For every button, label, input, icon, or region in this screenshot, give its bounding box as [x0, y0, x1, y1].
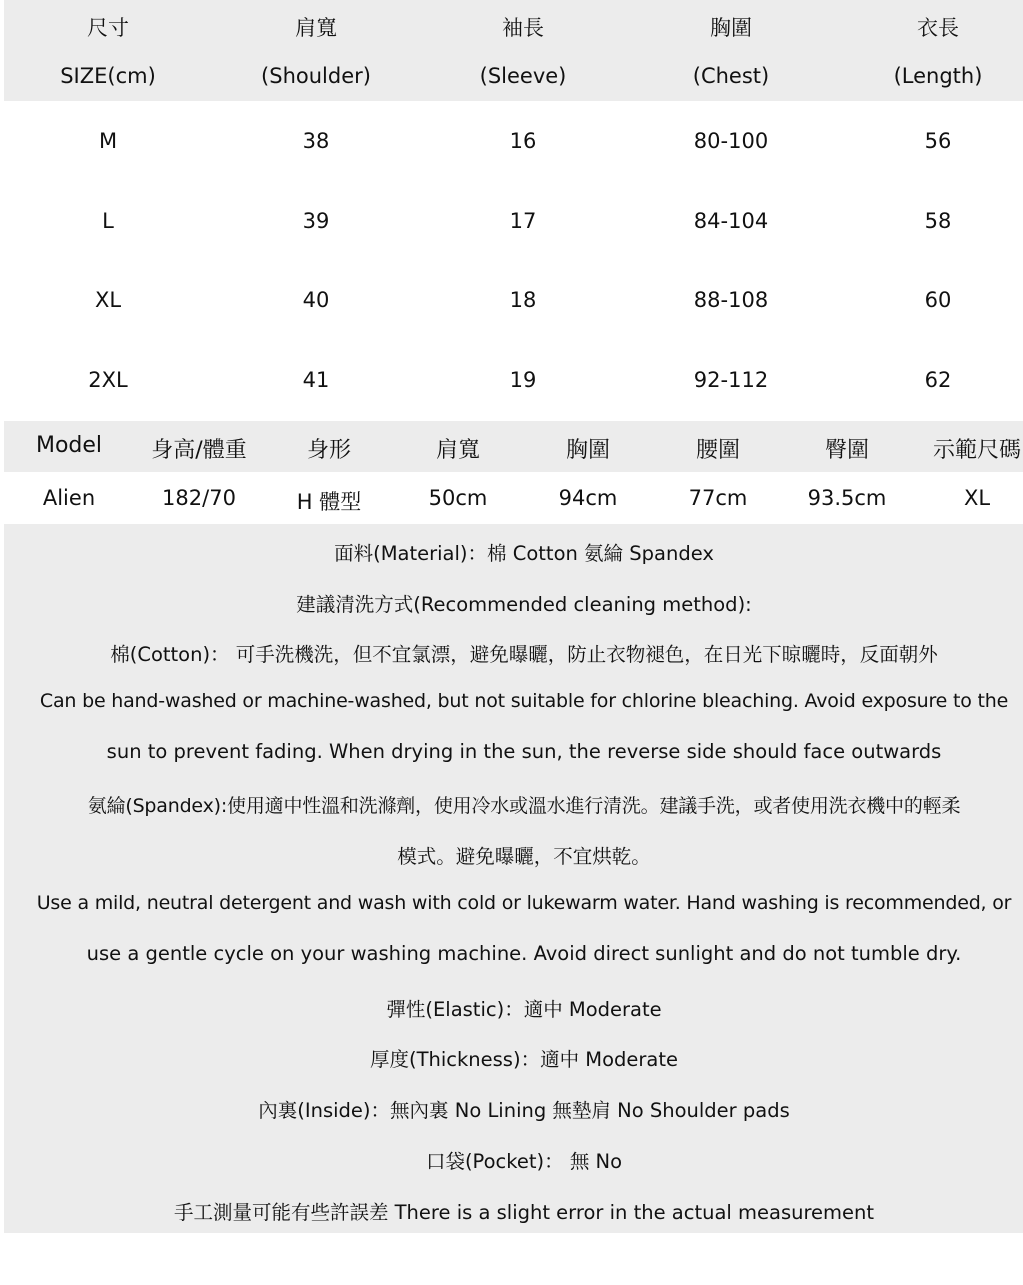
- model-value-name: Alien: [42, 486, 96, 510]
- model-value-height-weight: 182/70: [162, 486, 236, 510]
- spandex-care-en-line1: Use a mild, neutral detergent and wash with cold or lukewarm water. Hand washing is recommended, or: [36, 892, 1012, 914]
- cell-length: 56: [924, 129, 952, 153]
- header-shoulder-en: (Shoulder): [261, 64, 371, 88]
- cell-sleeve: 16: [509, 129, 537, 153]
- spandex-care-zh-line1: 氨綸(Spandex):使用適中性溫和洗滌劑，使用冷水或溫水進行清洗。建議手洗，或者使用洗衣機中的輕柔: [87, 795, 961, 817]
- header-length-en: (Length): [893, 64, 983, 88]
- cell-shoulder: 40: [302, 288, 330, 312]
- cell-size: 2XL: [88, 368, 128, 392]
- header-length-zh: 衣長: [917, 16, 959, 40]
- pocket-line: 口袋(Pocket)： 無 No: [425, 1150, 623, 1173]
- model-header-waist: 腰圍: [695, 438, 740, 463]
- model-value-shoulder: 50cm: [428, 486, 488, 510]
- header-sleeve-en: (Sleeve): [479, 64, 567, 88]
- model-value-waist: 77cm: [688, 486, 748, 510]
- cell-chest: 92-112: [693, 368, 769, 392]
- spandex-care-en-line2: use a gentle cycle on your washing machine. Avoid direct sunlight and do not tumble dry.: [86, 942, 962, 965]
- cotton-care-en-line1: Can be hand-washed or machine-washed, but not suitable for chlorine bleaching. Avoid exposure to the: [39, 690, 1009, 712]
- cell-shoulder: 39: [302, 209, 330, 233]
- header-size-en: SIZE(cm): [60, 64, 156, 88]
- cell-length: 60: [924, 288, 952, 312]
- model-header-shoulder: 肩寬: [435, 438, 480, 463]
- elastic-line: 彈性(Elastic)：適中 Moderate: [386, 998, 662, 1021]
- model-value-chest: 94cm: [558, 486, 618, 510]
- spandex-care-zh-line2: 模式。避免曝曬，不宜烘乾。: [397, 845, 651, 868]
- cell-shoulder: 38: [302, 129, 330, 153]
- model-header-size-worn: 示範尺碼: [932, 438, 1021, 463]
- measurement-disclaimer: 手工測量可能有些許誤差 There is a slight error in the actual measurement: [173, 1201, 875, 1224]
- cell-length: 58: [924, 209, 952, 233]
- model-header-body-type: 身形: [306, 438, 351, 463]
- cleaning-heading: 建議清洗方式(Recommended cleaning method):: [296, 593, 752, 616]
- cell-size: L: [102, 209, 114, 233]
- cotton-care-en-line2: sun to prevent fading. When drying in the sun, the reverse side should face outwards: [106, 740, 942, 763]
- header-shoulder-zh: 肩寬: [295, 16, 337, 40]
- cell-sleeve: 19: [509, 368, 537, 392]
- cell-sleeve: 18: [509, 288, 537, 312]
- cell-chest: 80-100: [693, 129, 769, 153]
- material-line: 面料(Material)：棉 Cotton 氨綸 Spandex: [334, 542, 714, 565]
- model-value-hip: 93.5cm: [807, 486, 887, 510]
- cell-chest: 88-108: [693, 288, 769, 312]
- header-chest-en: (Chest): [692, 64, 770, 88]
- header-chest-zh: 胸圍: [710, 16, 752, 40]
- thickness-line: 厚度(Thickness)：適中 Moderate: [369, 1048, 679, 1071]
- model-value-body-type: H 體型: [296, 490, 362, 514]
- cell-size: M: [98, 129, 118, 153]
- inside-line: 內裏(Inside)：無內裏 No Lining 無墊肩 No Shoulder pads: [258, 1099, 790, 1122]
- model-header-hip: 臀圍: [824, 438, 869, 463]
- care-notes: [4, 524, 1023, 1233]
- cell-length: 62: [924, 368, 952, 392]
- model-value-size-worn: XL: [963, 486, 991, 510]
- model-header-chest: 胸圍: [565, 438, 610, 463]
- cell-size: XL: [94, 288, 122, 312]
- model-header-model: Model: [35, 433, 103, 458]
- cell-shoulder: 41: [302, 368, 330, 392]
- model-header-height-weight: 身高/體重: [151, 438, 247, 463]
- cotton-care-zh: 棉(Cotton)： 可手洗機洗，但不宜氯漂，避免曝曬，防止衣物褪色，在日光下晾曬時，反面朝外: [110, 643, 938, 666]
- header-size-zh: 尺寸: [87, 16, 129, 40]
- cell-chest: 84-104: [693, 209, 769, 233]
- cell-sleeve: 17: [509, 209, 537, 233]
- header-sleeve-zh: 袖長: [502, 16, 544, 40]
